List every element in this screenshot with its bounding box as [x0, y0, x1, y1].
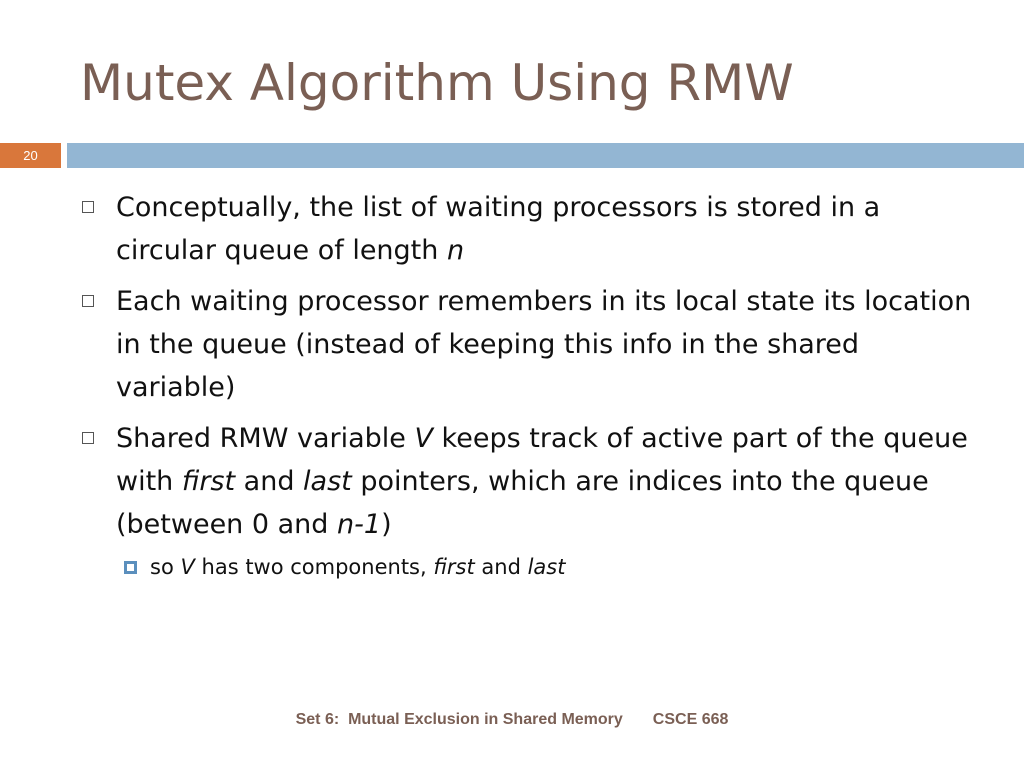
sub-bullet-item-1	[80, 550, 980, 584]
square-bullet-icon	[82, 201, 94, 213]
bullet-emphasis: n-1	[337, 509, 382, 540]
slide-number: 20	[0, 143, 61, 168]
bullet-text: Conceptually, the list of waiting processors is stored in a circular queue of length	[116, 192, 881, 266]
sub-bullet-text: so	[150, 555, 181, 579]
bullet-item-1	[80, 186, 980, 272]
bullet-emphasis: first	[181, 466, 236, 497]
bullet-emphasis: V	[414, 423, 433, 454]
bullet-text: )	[381, 509, 392, 540]
bullet-emphasis: n	[446, 235, 465, 266]
bullet-emphasis: last	[303, 466, 352, 497]
bullet-text: and	[235, 466, 304, 497]
filled-square-bullet-icon	[124, 561, 137, 574]
bullet-list	[80, 186, 980, 584]
footer-course-code: CSCE 668	[652, 711, 729, 728]
footer	[0, 711, 1024, 729]
square-bullet-icon	[82, 295, 94, 307]
slide-title: Mutex Algorithm Using RMW	[80, 54, 794, 112]
bullet-text: pointers, which are indices into the queue (between 0 and	[116, 466, 929, 540]
sub-bullet-emphasis: V	[180, 555, 195, 579]
sub-bullet-emphasis: last	[527, 555, 566, 579]
sub-bullet-emphasis: first	[433, 555, 475, 579]
header-bar	[67, 143, 1024, 168]
bullet-text: Each waiting processor remembers in its local state its location in the queue (instead of keeping this info in the shared variable)	[116, 286, 972, 403]
bullet-item-3	[80, 417, 980, 546]
sub-bullet-text: has two components,	[194, 555, 434, 579]
square-bullet-icon	[82, 432, 94, 444]
sub-bullet-text: and	[474, 555, 528, 579]
bullet-text: keeps track of active part of the queue with	[116, 423, 968, 497]
bullet-item-2	[80, 280, 980, 409]
footer-course-set: Set 6: Mutual Exclusion in Shared Memory	[295, 711, 623, 728]
bullet-text: Shared RMW variable	[116, 423, 415, 454]
